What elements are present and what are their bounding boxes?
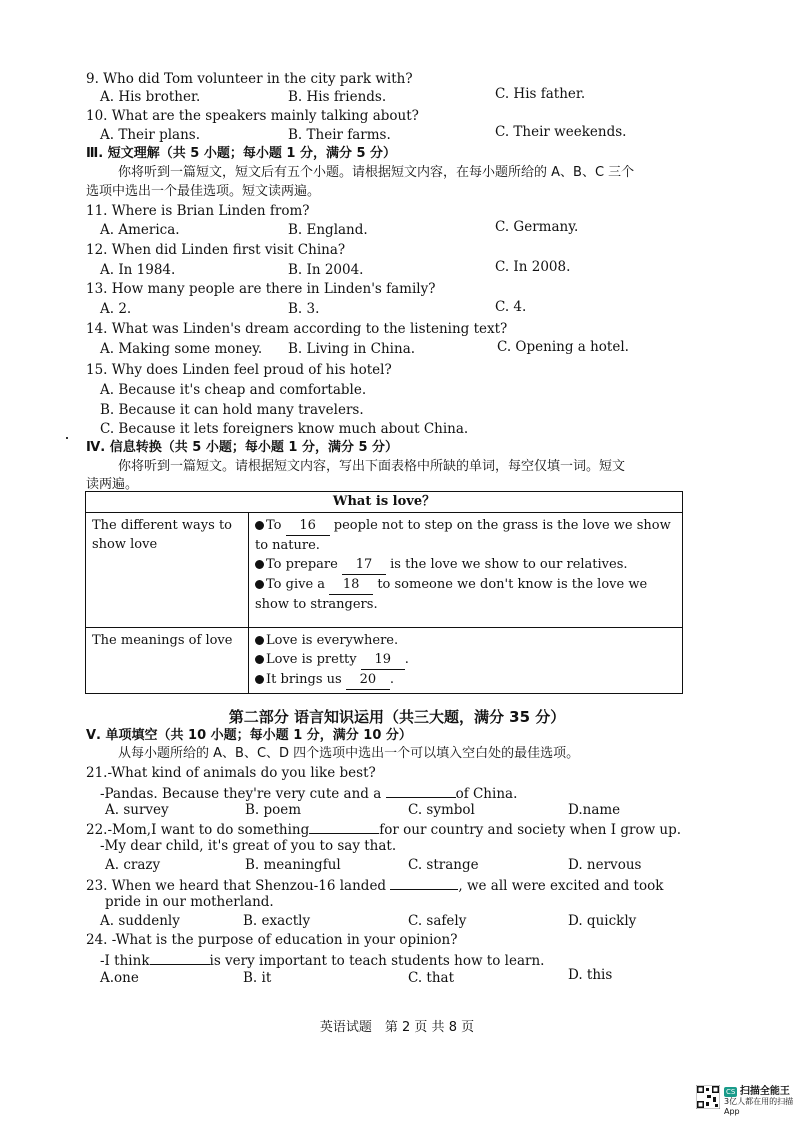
bullet-icon: [255, 580, 264, 589]
bullet-icon: [255, 521, 264, 530]
question-22-line2: -My dear child, it's great of you to say that.: [100, 838, 397, 854]
question-23-option-a: A. suddenly: [100, 913, 180, 929]
question-21-option-a: A. survey: [105, 802, 169, 818]
table-line-18: To give a 18 to someone we don't know is the love we: [255, 575, 676, 595]
question-11-stem: 11. Where is Brian Linden from?: [86, 203, 310, 219]
question-9-option-c: C. His father.: [495, 86, 586, 102]
question-15-option-b: B. Because it can hold many travelers.: [100, 402, 364, 418]
question-9-stem: 9. Who did Tom volunteer in the city park with?: [86, 71, 413, 87]
section-4-instruction-line2: 读两遍。: [86, 477, 139, 492]
blank-17[interactable]: 17: [342, 555, 386, 575]
question-9-option-b: B. His friends.: [288, 89, 387, 105]
question-10-option-c: C. Their weekends.: [495, 124, 627, 140]
table-row-label-meanings: The meanings of love: [86, 628, 249, 694]
question-24-line2: -I think is very important to teach students how to learn.: [100, 950, 544, 970]
question-9-option-a: A. His brother.: [100, 89, 201, 105]
question-11-option-b: B. England.: [288, 222, 368, 238]
table-cell-ways: [249, 513, 683, 628]
question-14-option-b: B. Living in China.: [288, 341, 416, 357]
question-10-option-b: B. Their farms.: [288, 127, 391, 143]
section-5-title: Ⅴ. 单项填空（共 10 小题；每小题 1 分，满分 10 分）: [86, 728, 412, 743]
question-22-option-b: B. meaningful: [245, 857, 341, 873]
blank-20[interactable]: 20: [346, 670, 390, 690]
bullet-icon: [255, 636, 264, 645]
table-cell-meanings: [249, 628, 683, 694]
question-15-option-c: C. Because it lets foreigners know much about China.: [100, 421, 469, 437]
section-3-title: Ⅲ. 短文理解（共 5 小题；每小题 1 分，满分 5 分）: [86, 146, 397, 161]
question-13-option-a: A. 2.: [100, 301, 132, 317]
question-15-stem: 15. Why does Linden feel proud of his hotel?: [86, 362, 392, 378]
blank-16[interactable]: 16: [286, 516, 330, 536]
question-13-option-c: C. 4.: [495, 299, 527, 315]
question-14-option-c: C. Opening a hotel.: [497, 339, 629, 355]
question-24-stem: 24. -What is the purpose of education in your opinion?: [86, 932, 458, 948]
table-row-label-ways: The different ways to show love: [86, 513, 249, 628]
table-line-16-cont: to nature.: [255, 538, 320, 553]
blank-19[interactable]: 19: [361, 650, 405, 670]
question-13-stem: 13. How many people are there in Linden's family?: [86, 281, 436, 297]
question-11-option-c: C. Germany.: [495, 219, 579, 235]
blank-23[interactable]: [390, 875, 458, 890]
scan-speck: [66, 437, 68, 439]
question-14-option-a: A. Making some money.: [100, 341, 263, 357]
info-table: [85, 491, 683, 694]
table-line-18-cont: show to strangers.: [255, 597, 378, 612]
table-title: What is love？: [86, 492, 683, 513]
question-24-option-d: D. this: [568, 967, 613, 983]
question-24-option-c: C. that: [408, 970, 455, 986]
question-21-line2: -Pandas. Because they're very cute and a of China.: [100, 783, 517, 803]
table-line-19: Love is pretty 19 .: [255, 650, 676, 670]
question-22-line1: 22.-Mom,I want to do something for our country and society when I grow up.: [86, 819, 681, 839]
question-21-stem: 21.-What kind of animals do you like best?: [86, 765, 376, 781]
question-23-option-d: D. quickly: [568, 913, 637, 929]
section-4-instruction-line1: 你将听到一篇短文。请根据短文内容，写出下面表格中所缺的单词，每空仅填一词。短文: [118, 459, 626, 474]
table-line-17: To prepare 17 is the love we show to our relatives.: [255, 555, 676, 575]
question-12-option-c: C. In 2008.: [495, 259, 571, 275]
question-13-option-b: B. 3.: [288, 301, 320, 317]
question-12-option-b: B. In 2004.: [288, 262, 364, 278]
table-line-everywhere: Love is everywhere.: [255, 631, 676, 650]
section-4-title: Ⅳ. 信息转换（共 5 小题；每小题 1 分，满分 5 分）: [86, 440, 399, 455]
question-23-option-c: C. safely: [408, 913, 467, 929]
section-3-instruction-line2: 选项中选出一个最佳选项。短文读两遍。: [86, 184, 321, 199]
part-2-title: 第二部分 语言知识运用（共三大题，满分 35 分）: [228, 708, 566, 726]
cs-logo-icon: CS: [726, 1088, 736, 1096]
question-23-line2: pride in our motherland.: [105, 894, 274, 910]
scanner-brand-subtitle: 3亿人都在用的扫描App: [724, 1097, 794, 1116]
question-15-option-a: A. Because it's cheap and comfortable.: [100, 382, 367, 398]
scanner-brand-name: 扫描全能王: [739, 1086, 790, 1097]
question-12-stem: 12. When did Linden first visit China?: [86, 242, 346, 258]
question-21-option-c: C. symbol: [408, 802, 475, 818]
bullet-icon: [255, 655, 264, 664]
question-12-option-a: A. In 1984.: [100, 262, 176, 278]
bullet-icon: [255, 560, 264, 569]
question-24-option-b: B. it: [243, 970, 272, 986]
page-footer: 英语试题 第 2 页 共 8 页: [319, 1020, 475, 1035]
question-14-stem: 14. What was Linden's dream according to the listening text?: [86, 321, 508, 337]
blank-24[interactable]: [150, 950, 210, 965]
section-3-instruction-line1: 你将听到一篇短文，短文后有五个小题。请根据短文内容，在每小题所给的 A、B、C 三个: [118, 165, 635, 180]
question-22-option-c: C. strange: [408, 857, 479, 873]
blank-21[interactable]: [386, 783, 456, 798]
bullet-icon: [255, 675, 264, 684]
question-21-option-d: D.name: [568, 802, 621, 818]
question-21-option-b: B. poem: [245, 802, 302, 818]
question-23-line1: 23. When we heard that Shenzou-16 landed , we all were excited and took: [86, 875, 663, 895]
question-24-option-a: A.one: [100, 970, 139, 986]
blank-22[interactable]: [309, 819, 379, 834]
table-line-20: It brings us 20 .: [255, 670, 676, 690]
question-10-stem: 10. What are the speakers mainly talking about?: [86, 108, 419, 124]
question-23-option-b: B. exactly: [243, 913, 311, 929]
qr-code-icon: [696, 1085, 720, 1109]
table-line-16: To 16 people not to step on the grass is the love we show: [255, 516, 676, 536]
question-11-option-a: A. America.: [100, 222, 180, 238]
question-10-option-a: A. Their plans.: [100, 127, 201, 143]
scanner-watermark: [724, 1087, 794, 1117]
blank-18[interactable]: 18: [329, 575, 373, 595]
section-5-instruction: 从每小题所给的 A、B、C、D 四个选项中选出一个可以填入空白处的最佳选项。: [118, 746, 580, 761]
question-22-option-d: D. nervous: [568, 857, 642, 873]
question-22-option-a: A. crazy: [105, 857, 161, 873]
